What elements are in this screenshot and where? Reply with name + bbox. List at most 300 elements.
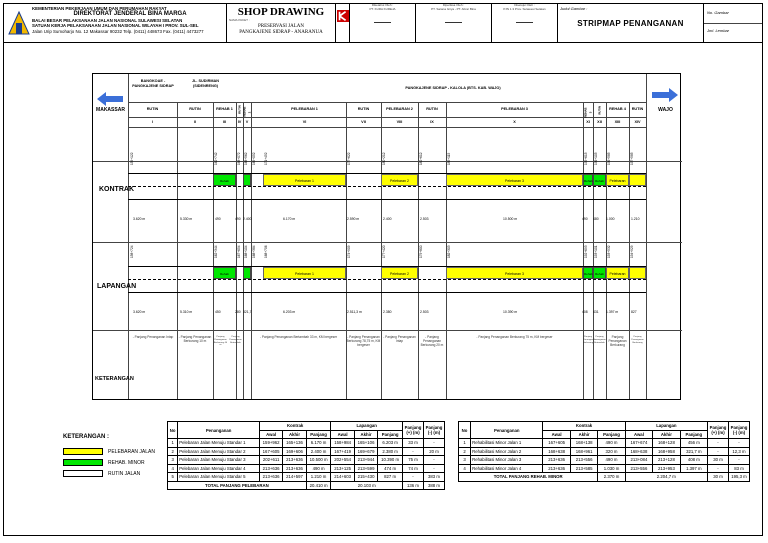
kontrak-length-label: 2.400 <box>383 217 392 221</box>
total-cell: 195,3 m <box>729 473 750 482</box>
table-cell: 168+961 <box>570 447 598 456</box>
document-type: SHOP DRAWING <box>237 6 325 18</box>
table-cell: - <box>708 464 729 473</box>
table-cell: 202+611 <box>259 456 282 465</box>
table-cell: 167+419 <box>331 447 354 456</box>
road-centerline <box>128 186 646 187</box>
table-cell: - <box>424 439 445 448</box>
table-cell: 2.380 m <box>378 447 403 456</box>
table-cell: 213+944 <box>354 456 377 465</box>
table-cell: 158+984 <box>331 439 354 448</box>
total-row <box>168 481 445 490</box>
kontrak-station-label: 185+115 <box>447 152 451 165</box>
th-akhir: Akhir <box>570 430 598 439</box>
kontrak-length-label: 10.500 m <box>503 217 518 221</box>
column-number: VI <box>302 120 307 124</box>
legend-swatch-rehab <box>63 459 103 466</box>
table-cell: 83 m <box>729 464 750 473</box>
table-cell: Pelebaran Jalan Menuju Standar 4 <box>178 464 260 473</box>
lapangan-rehab-4-segment: Rehab <box>593 267 606 279</box>
kontrak-rehab-1-segment: Rehab <box>213 174 236 186</box>
column-number: I <box>151 120 154 124</box>
table-cell: 3 <box>168 456 178 465</box>
organization-cell <box>4 4 227 42</box>
table-cell: 33 m <box>403 439 424 448</box>
lapangan-length-label: 431 <box>593 310 599 314</box>
table-cell: 167+674 <box>625 439 653 448</box>
kontrak-length-label: 3.620 m <box>133 217 146 221</box>
kontrak-station-label: 168+072 <box>237 152 241 165</box>
contractor-logo-icon <box>337 10 349 22</box>
kontrak-length-label: 6.170 m <box>283 217 296 221</box>
column-number: III <box>222 120 227 124</box>
table-cell: 213+636 <box>283 456 306 465</box>
table-cell: 213+636 <box>283 464 306 473</box>
lapangan-station-label: 168+384 <box>252 245 256 258</box>
th-panjang: Panjang <box>598 430 625 439</box>
lapangan-length-label: 2.511,3 m <box>347 310 362 314</box>
table-cell: Pelebaran Jalan Menuju Standar 2 <box>178 447 260 456</box>
approved-by-cell <box>492 4 558 42</box>
kontrak-pelebaran-2-segment: Pelebaran 2 <box>381 174 418 186</box>
table-cell: 165+106 <box>354 439 377 448</box>
column-label: PELEBARAN 1 <box>291 107 318 111</box>
keterangan-note: Panjang Penanganan Bertambah <box>593 336 606 344</box>
table-cell: Rehabilitasi Minor Jalan 3 <box>471 456 543 465</box>
lapangan-length-label: 2.503 <box>420 310 429 314</box>
column-number: VII <box>361 120 366 124</box>
lapangan-length-label: 3.620 m <box>133 310 146 314</box>
keterangan-note: - Panjang Penanganan Bertambah 33 m, KM bergeser <box>259 335 338 339</box>
table-cell: 168+638 <box>543 447 571 456</box>
table-cell: 10.390 m <box>378 456 403 465</box>
row-label-lapangan: LAPANGAN <box>97 283 137 290</box>
table-cell: 3 <box>459 456 471 465</box>
no-gambar-label: No. Gambar <box>707 10 729 15</box>
lapangan-pelebaran-5-segment <box>629 267 646 279</box>
total-cell: 2.370 m <box>598 473 625 482</box>
th-panjang: Panjang <box>680 430 707 439</box>
total-cell: 30 m <box>708 473 729 482</box>
table-cell: 202+554 <box>331 456 354 465</box>
kontrak-station-label: 196+105 <box>594 152 598 165</box>
drawing-title-cell <box>558 4 704 42</box>
lapangan-pelebaran-1-segment: Pelebaran 1 <box>263 267 346 279</box>
th-panjang: Panjang <box>306 430 331 439</box>
contractor-logo-cell <box>336 4 350 42</box>
table-cell: 2 <box>168 447 178 456</box>
arrow-left-icon <box>97 92 123 106</box>
approved-signature-line <box>516 18 533 23</box>
column-label: REHAB 3 <box>583 107 592 118</box>
org-line-5: Jalan Urip Sumoharjo No. 12 Makassar 90232 Telp. (0411) 448673 Fax. (0411) 4473277 <box>32 28 204 34</box>
column-label: RUTIN <box>597 105 602 115</box>
project-name-1: PRESERVASI JALAN <box>257 24 305 29</box>
column-number: X <box>513 120 516 124</box>
th-minus: Panjang (-) (m) <box>729 422 750 439</box>
lapangan-length-label: 827 <box>631 310 637 314</box>
kontrak-length-label: 2.590 m <box>347 217 360 221</box>
kontrak-length-label: 1.000 <box>606 217 615 221</box>
table-cell: - <box>708 447 729 456</box>
org-line-3: BALAI BESAR PELAKSANAAN JALAN NASIONAL SULAWESI SELATAN <box>32 18 183 24</box>
row-label-keterangan: KETERANGAN <box>95 376 134 382</box>
legend-title: KETERANGAN : <box>63 434 109 440</box>
column-label: RUTIN <box>631 107 644 111</box>
org-line-1: KEMENTERIAN PEKERJAAN UMUM DAN PERUMAHAN RAKYAT <box>32 6 167 11</box>
table-cell: - <box>424 464 445 473</box>
row-label-kontrak: KONTRAK <box>99 186 134 193</box>
table-cell: 6.203 m <box>378 439 403 448</box>
th-no: No <box>168 422 178 439</box>
keterangan-note: Panjang Penanganan Berkurang <box>583 336 596 344</box>
table-row <box>459 439 750 448</box>
th-kontrak: Kontrak <box>543 422 625 431</box>
total-cell: 136 m <box>403 481 424 490</box>
table-cell: 213+556 <box>625 464 653 473</box>
table-cell: 213+599 <box>354 464 377 473</box>
lapangan-length-label: 280 <box>235 310 241 314</box>
total-cell: 2.204,7 m <box>625 473 707 482</box>
th-akhir: Akhir <box>653 430 681 439</box>
prepared-company: PT. Sarana Griya - PT. Abrar Bina <box>431 6 476 11</box>
table-cell: 321,7 m <box>680 447 707 456</box>
section-pangkajene: PANGKAJENE SIDRAP - KALOLA (BTS. KAB. WAJO) <box>405 86 501 90</box>
lapangan-station-label: 193+101 <box>594 245 598 258</box>
column-label: REHAB 4 <box>609 107 626 111</box>
column-number: XIII <box>614 120 621 124</box>
table-cell: 168+138 <box>570 439 598 448</box>
column-label: RUTIN <box>426 107 438 111</box>
prepared-by-cell <box>416 4 492 42</box>
table-cell: 213+125 <box>331 464 354 473</box>
kontrak-station-label: 195+615 <box>584 152 588 165</box>
table-cell: 10.500 m <box>306 456 331 465</box>
table-cell: Pelebaran Jalan Menuju Standar 1 <box>178 439 260 448</box>
table-cell: 1 <box>168 439 178 448</box>
lapangan-station-label: 192+693 <box>584 245 588 258</box>
lapangan-station-label: 167+654 <box>237 245 241 258</box>
table-row <box>168 464 445 473</box>
table-cell: 75 m <box>403 456 424 465</box>
kontrak-station-label: 171+452 <box>264 152 268 165</box>
kontrak-length-label: 1.210 <box>631 217 640 221</box>
table-cell: 213+953 <box>653 464 681 473</box>
table-cell: 213+556 <box>570 456 598 465</box>
lapangan-length-label: 5.310 m <box>180 310 193 314</box>
pupr-logo-icon <box>7 10 31 36</box>
table-cell: 5 <box>168 473 178 482</box>
column-label: REHAB 1 <box>216 107 233 111</box>
lapangan-pelebaran-3-segment: Pelebaran 3 <box>446 267 583 279</box>
kontrak-station-label: 180+212 <box>382 152 386 165</box>
column-number: IV <box>237 120 242 124</box>
table-cell: 1.210 m <box>306 473 331 482</box>
judul-label: Judul Gambar : <box>560 6 588 11</box>
table-cell: 167+605 <box>543 439 571 448</box>
total-cell: 20.103 m <box>331 481 403 490</box>
kontrak-rehab-2-segment <box>243 174 251 186</box>
lapangan-station-label: 194+929 <box>630 245 634 258</box>
checked-signature-line <box>374 18 391 23</box>
kontrak-length-label: 490 <box>215 217 221 221</box>
lapangan-station-label: 179+800 <box>419 245 423 258</box>
table-cell: 12,3 m <box>729 447 750 456</box>
th-awal: Awal <box>625 430 653 439</box>
table-cell: 168+128 <box>653 439 681 448</box>
rehab-minor-table <box>458 421 750 482</box>
lapangan-station-label: 168+706 <box>264 245 268 258</box>
table-cell: - <box>403 447 424 456</box>
table-cell: - <box>424 456 445 465</box>
kontrak-station-label: 177+622 <box>347 152 351 165</box>
table-row <box>459 447 750 456</box>
project-name-2: PANGKAJENE SIDRAP - ANARANUA <box>239 30 323 35</box>
th-akhir: Akhir <box>283 430 306 439</box>
table-cell: 827 m <box>378 473 403 482</box>
column-number: V <box>245 120 249 124</box>
total-cell: 388 m <box>424 481 445 490</box>
kontrak-station-label: 169+052 <box>252 152 256 165</box>
kontrak-station-label: 197+585 <box>630 152 634 165</box>
table-cell: Pelebaran Jalan Menuju Standar 3 <box>178 456 260 465</box>
kontrak-length-label: 2.503 <box>420 217 429 221</box>
table-cell: 213+128 <box>653 456 681 465</box>
table-cell: 490 m <box>598 439 625 448</box>
keterangan-note: Panjang Penanganan Berkurang <box>631 336 644 344</box>
th-awal: Awal <box>331 430 354 439</box>
kontrak-length-label: 5.330 m <box>180 217 193 221</box>
total-row <box>459 473 750 482</box>
table-row <box>168 473 445 482</box>
checked-by-cell <box>350 4 416 42</box>
column-number: XI <box>586 120 590 124</box>
column-label: PELEBARAN 2 <box>386 107 413 111</box>
table-cell: - <box>403 473 424 482</box>
lapangan-station-label: 158+724 <box>130 245 134 258</box>
table-cell: 214+597 <box>283 473 306 482</box>
legend-swatch-rutin <box>63 470 103 477</box>
table-cell: 1.030 m <box>598 464 625 473</box>
legend-label-pelebaran: PELEBARAN JALAN <box>108 449 155 455</box>
column-number: IX <box>430 120 434 124</box>
pelebaran-table <box>167 421 445 490</box>
table-cell: 383 m <box>424 473 445 482</box>
table-cell: 168+638 <box>625 447 653 456</box>
road-centerline <box>128 279 646 280</box>
prepared-label: Diperiksa Oleh : <box>442 4 465 7</box>
road-edge-bottom <box>128 292 646 293</box>
table-cell: 474 m <box>378 464 403 473</box>
drawing-sheet <box>3 3 763 536</box>
table-cell: Rehabilitasi Minor Jalan 1 <box>471 439 543 448</box>
th-penanganan: Penanganan <box>471 422 543 439</box>
table-cell: 169+679 <box>354 447 377 456</box>
keterangan-note: Panjang Penanganan Berkurang 40 m <box>213 336 228 347</box>
table-row <box>168 439 445 448</box>
table-cell: 74 m <box>403 464 424 473</box>
drawing-number-cell <box>704 4 762 42</box>
city-right: WAJO <box>658 107 673 113</box>
kontrak-station-label: 159+122 <box>130 152 134 165</box>
road-edge-bottom <box>128 199 646 200</box>
table-cell: 490 m <box>306 464 331 473</box>
lapangan-length-label: 408 <box>582 310 588 314</box>
table-cell: 1.397 m <box>680 464 707 473</box>
lapangan-length-label: 6.203 m <box>283 310 296 314</box>
lapangan-station-label: 162+344 <box>214 245 218 258</box>
table-cell: 215+430 <box>354 473 377 482</box>
total-cell: 20.410 m <box>306 481 331 490</box>
table-cell: 4 <box>459 464 471 473</box>
column-number: XIV <box>634 120 641 124</box>
title-block <box>4 4 762 43</box>
keterangan-note: - Panjang Penanganan Intap <box>132 335 174 339</box>
table-cell: 159+962 <box>259 439 282 448</box>
keterangan-note: - Panjang Penanganan Berkurang 78,75 m, KM bergeser <box>346 335 381 347</box>
table-cell: 6.170 m <box>306 439 331 448</box>
table-cell: 165+136 <box>283 439 306 448</box>
table-cell: 213+636 <box>259 464 282 473</box>
kontrak-length-label: 2.400 <box>243 217 252 221</box>
lapangan-station-label: 177+420 <box>382 245 386 258</box>
org-line-2: DIREKTORAT JENDERAL BINA MARGA <box>73 11 187 18</box>
table-cell: 168+958 <box>653 447 681 456</box>
section-bungkoae: BANGKOAE - PANGKAJENE SIDRAP <box>132 79 174 88</box>
kontrak-rehab-3-segment: Rehab <box>583 174 593 186</box>
kontrak-length-label: 480 <box>593 217 599 221</box>
table-cell: - <box>708 439 729 448</box>
table-cell: 2 <box>459 447 471 456</box>
table-cell: Rehabilitasi Minor Jalan 4 <box>471 464 543 473</box>
keterangan-note: - Panjang Penanganan Berkurang 20 m <box>420 335 444 347</box>
kontrak-station-label: 196+585 <box>607 152 611 165</box>
lapangan-pelebaran-2-segment: Pelebaran 2 <box>381 267 418 279</box>
th-plus: Panjang (+) (m) <box>403 422 424 439</box>
lapangan-station-label: 193+532 <box>607 245 611 258</box>
table-cell: 2.400 m <box>306 447 331 456</box>
th-akhir: Akhir <box>354 430 377 439</box>
keterangan-note: - Panjang Penanganan Intap <box>383 335 416 343</box>
column-number: II <box>193 120 197 124</box>
keterangan-note: - Panjang Penanganan Berkurang 75 m, KM bergeser <box>476 335 553 339</box>
city-left: MAKASSAR <box>96 107 125 113</box>
th-plus: Panjang (+) (m) <box>708 422 729 439</box>
total-label: TOTAL PANJANG REHAB. MINOR <box>459 473 598 482</box>
table-cell: 4 <box>168 464 178 473</box>
th-penanganan: Penanganan <box>178 422 260 439</box>
column-label: REHAB 2 <box>242 106 251 117</box>
shop-drawing-cell <box>227 4 336 42</box>
table-cell: 167+605 <box>259 447 282 456</box>
kontrak-station-label: 168+562 <box>244 152 248 165</box>
org-line-4: SATUAN KERJA PELAKSANAAN JALAN NASIONAL WILAYAH I PROV. SUL-SEL <box>32 23 199 29</box>
th-no: No <box>459 422 471 439</box>
table-cell: Rehabilitasi Minor Jalan 2 <box>471 447 543 456</box>
lapangan-rehab-3-segment: Rehab <box>583 267 593 279</box>
jml-lembar-label: Jml. Lembar <box>707 28 730 33</box>
column-number: XII <box>597 120 602 124</box>
table-row <box>459 464 750 473</box>
table-cell: 213+636 <box>543 464 571 473</box>
approved-label: Disetujui Oleh : <box>514 4 535 7</box>
table-row <box>459 456 750 465</box>
kontrak-pelebaran-5-segment <box>629 174 646 186</box>
th-lapangan: Lapangan <box>331 422 403 431</box>
lapangan-length-label: 321,7 <box>243 310 252 314</box>
kontrak-pelebaran-3-segment: Pelebaran 3 <box>446 174 583 186</box>
table-cell: 213+084 <box>625 456 653 465</box>
kontrak-rehab-4-segment: Rehab <box>593 174 606 186</box>
column-label: RUTIN <box>189 107 201 111</box>
table-cell: 20 m <box>424 447 445 456</box>
table-cell: 213+636 <box>259 473 282 482</box>
lapangan-rehab-2-segment <box>243 267 251 279</box>
column-label: RUTIN <box>237 105 242 114</box>
lapangan-length-label: 1.397 m <box>606 310 619 314</box>
table-cell: Pelebaran Jalan Menuju Standar 5 <box>178 473 260 482</box>
kontrak-length-label: 490 <box>235 217 241 221</box>
column-label: RUTIN <box>146 107 159 111</box>
table-cell: 490 m <box>598 456 625 465</box>
lapangan-length-label: 10.390 m <box>503 310 518 314</box>
table-cell: 1 <box>459 439 471 448</box>
lapangan-station-label: 174+909 <box>347 245 351 258</box>
kontrak-station-label: 182+612 <box>419 152 423 165</box>
column-number: VIII <box>396 120 403 124</box>
th-minus: Panjang (-) (m) <box>424 422 445 439</box>
table-cell: - <box>729 456 750 465</box>
table-cell: 213+636 <box>543 456 571 465</box>
table-row <box>168 447 445 456</box>
th-kontrak: Kontrak <box>259 422 331 431</box>
lapangan-station-label: 182+303 <box>447 245 451 258</box>
lapangan-rehab-1-segment: Rehab <box>213 267 236 279</box>
table-cell: 320 m <box>598 447 625 456</box>
th-panjang: Panjang <box>378 430 403 439</box>
legend-swatch-pelebaran <box>63 448 103 455</box>
lapangan-station-label: 168+104 <box>244 245 248 258</box>
th-lapangan: Lapangan <box>625 422 707 431</box>
keterangan-note: - Panjang Penanganan Berkurang 10 m <box>178 335 212 343</box>
table-cell: 30 m <box>708 456 729 465</box>
table-cell: 408 m <box>680 456 707 465</box>
lapangan-length-label: 2.380 <box>383 310 392 314</box>
table-cell: 456 m <box>680 439 707 448</box>
lapangan-pelebaran-4-segment: Pelebaran <box>606 267 629 279</box>
checked-label: Diketahui Oleh : <box>371 4 394 7</box>
checked-company: PT. KURA KUREJA <box>369 6 396 11</box>
table-row <box>168 456 445 465</box>
keterangan-note: Panjang Penanganan Berkurang <box>608 335 627 347</box>
column-label: RUTIN <box>357 107 370 111</box>
approved-company: PJN 1.3 Prov. Sulawesi Selatan <box>503 6 546 11</box>
total-label: TOTAL PANJANG PELEBARAN <box>168 481 307 490</box>
kontrak-pelebaran-4-segment: Pelebaran <box>606 174 629 186</box>
kontrak-pelebaran-1-segment: Pelebaran 1 <box>263 174 346 186</box>
table-cell: 213+585 <box>570 464 598 473</box>
column-label: PELEBARAN 3 <box>501 107 528 111</box>
keterangan-note: Panjang Penanganan Bertambah <box>229 336 242 344</box>
arrow-right-icon <box>652 88 678 102</box>
paket-label: NAMA PAKET : <box>229 18 250 22</box>
drawing-title: STRIPMAP PENANGANAN <box>577 19 684 28</box>
lapangan-length-label: 450 <box>215 310 221 314</box>
table-cell: 169+606 <box>283 447 306 456</box>
th-awal: Awal <box>259 430 282 439</box>
kontrak-length-label: 490 <box>582 217 588 221</box>
table-cell: 214+603 <box>331 473 354 482</box>
